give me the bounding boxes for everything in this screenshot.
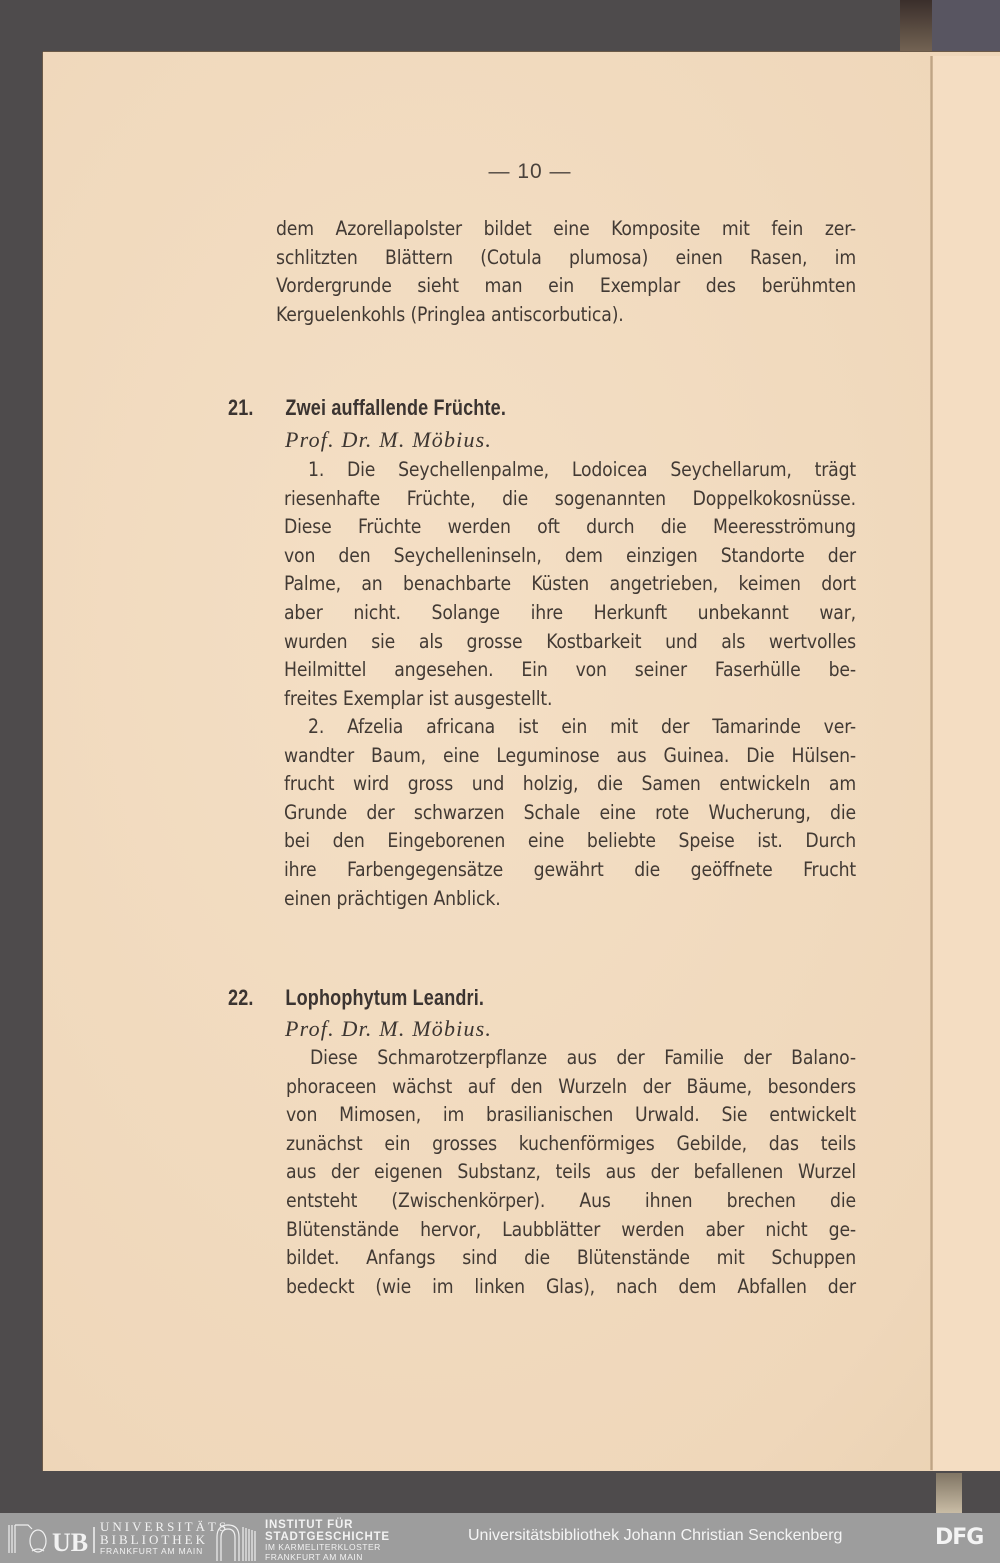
- ub-logo-icon[interactable]: [6, 1521, 96, 1557]
- text-line: Diese Früchte werden oft durch die Meeresströmung: [284, 515, 856, 539]
- text-line: wurden sie als grosse Kostbarkeit und als wertvolles: [284, 629, 856, 653]
- text-line: bei den Eingeborenen eine beliebte Speise ist. Durch: [284, 829, 856, 853]
- svg-text:UB: UB: [52, 1528, 89, 1557]
- text-line: dem Azorellapolster bildet eine Komposite mit fein zer-: [276, 217, 856, 240]
- section-author: Prof. Dr. M. Möbius.: [285, 1016, 493, 1041]
- text-line: aus der eigenen Substanz, teils aus der befallenen Wurzel: [286, 1160, 856, 1184]
- text-line: riesenhafte Früchte, die sogenannten Doppelkokosnüsse.: [284, 486, 856, 510]
- text-line: 2. Afzelia africana ist ein mit der Tamarinde ver-: [308, 715, 856, 738]
- text-line: Kerguelenkohls (Pringlea antiscorbutica).: [276, 302, 624, 326]
- ifs-line-3: IM KARMELITERKLOSTER: [265, 1542, 381, 1552]
- text-line: Grunde der schwarzen Schale eine rote Wucherung, die: [284, 800, 856, 824]
- ub-line-2: BIBLIOTHEK: [100, 1532, 208, 1547]
- section-21-paragraph-1: [284, 456, 856, 713]
- section-22-paragraph-1: [286, 1044, 856, 1301]
- section-heading-22: [228, 985, 484, 1011]
- text-line: bildet. Anfangs sind die Blütenstände mit Schuppen: [286, 1246, 856, 1270]
- ifs-line-4: FRANKFURT AM MAIN: [265, 1551, 363, 1562]
- text-line: von den Seychelleninseln, dem einzigen Standorte der: [284, 543, 856, 567]
- page-number: — 10 —: [488, 160, 572, 183]
- text-line: bedeckt (wie im linken Glas), nach dem Abfallen der: [286, 1274, 856, 1298]
- text-line: aber nicht. Solange ihre Herkunft unbekannt war,: [284, 600, 856, 624]
- text-line: wandter Baum, eine Leguminose aus Guinea. Die Hülsen-: [284, 743, 856, 767]
- ub-wordmark[interactable]: [100, 1520, 229, 1557]
- dfg-logo[interactable]: DFG: [935, 1525, 984, 1550]
- text-line: Vordergrunde sieht man ein Exemplar des berühmten: [276, 274, 856, 298]
- text-line: phoraceen wächst auf den Wurzeln der Bäume, besonders: [286, 1074, 856, 1098]
- ifs-line-2: STADTGESCHICHTE: [265, 1531, 390, 1543]
- text-line: einen prächtigen Anblick.: [284, 886, 501, 910]
- ifs-wordmark[interactable]: [265, 1519, 390, 1562]
- text-line: Diese Schmarotzerpflanze aus der Familie der Balano-: [310, 1046, 856, 1069]
- text-line: frucht wird gross und holzig, die Samen entwickeln am: [284, 772, 856, 796]
- section-number: 22.: [228, 985, 254, 1010]
- text-line: schlitzten Blättern (Cotula plumosa) einen Rasen, im: [276, 245, 856, 269]
- text-line: zunächst ein grosses kuchenförmiges Gebilde, das teils: [286, 1131, 856, 1155]
- text-line: freites Exemplar ist ausgestellt.: [284, 686, 553, 710]
- text-line: Heilmittel angesehen. Ein von seiner Faserhülle be-: [284, 658, 856, 682]
- section-author: Prof. Dr. M. Möbius.: [285, 427, 493, 452]
- gothic-arch-icon[interactable]: [215, 1523, 260, 1561]
- ub-line-1: UNIVERSITÄTS: [100, 1519, 230, 1534]
- section-title: Lophophytum Leandri.: [285, 985, 485, 1010]
- ifs-line-1: INSTITUT FÜR: [265, 1519, 354, 1531]
- section-heading-21: [228, 395, 506, 421]
- library-name-link[interactable]: Universitätsbibliothek Johann Christian Senckenberg: [468, 1527, 843, 1544]
- text-line: ihre Farbengegensätze gewährt die geöffnete Frucht: [284, 857, 856, 881]
- section-number: 21.: [228, 395, 254, 420]
- intro-paragraph: [276, 215, 856, 329]
- footer-bar: [0, 1513, 1000, 1563]
- text-line: von Mimosen, im brasilianischen Urwald. Sie entwickelt: [286, 1103, 856, 1127]
- text-line: Blütenstände hervor, Laubblätter werden aber nicht ge-: [286, 1217, 856, 1241]
- text-line: entsteht (Zwischenkörper). Aus ihnen brechen die: [286, 1188, 856, 1212]
- text-line: 1. Die Seychellenpalme, Lodoicea Seychellarum, trägt: [308, 458, 856, 481]
- section-title: Zwei auffallende Früchte.: [285, 395, 507, 420]
- ub-line-3: FRANKFURT AM MAIN: [100, 1546, 204, 1556]
- section-21-paragraph-2: [284, 713, 856, 913]
- text-line: Palme, an benachbarte Küsten angetrieben, keimen dort: [284, 572, 856, 596]
